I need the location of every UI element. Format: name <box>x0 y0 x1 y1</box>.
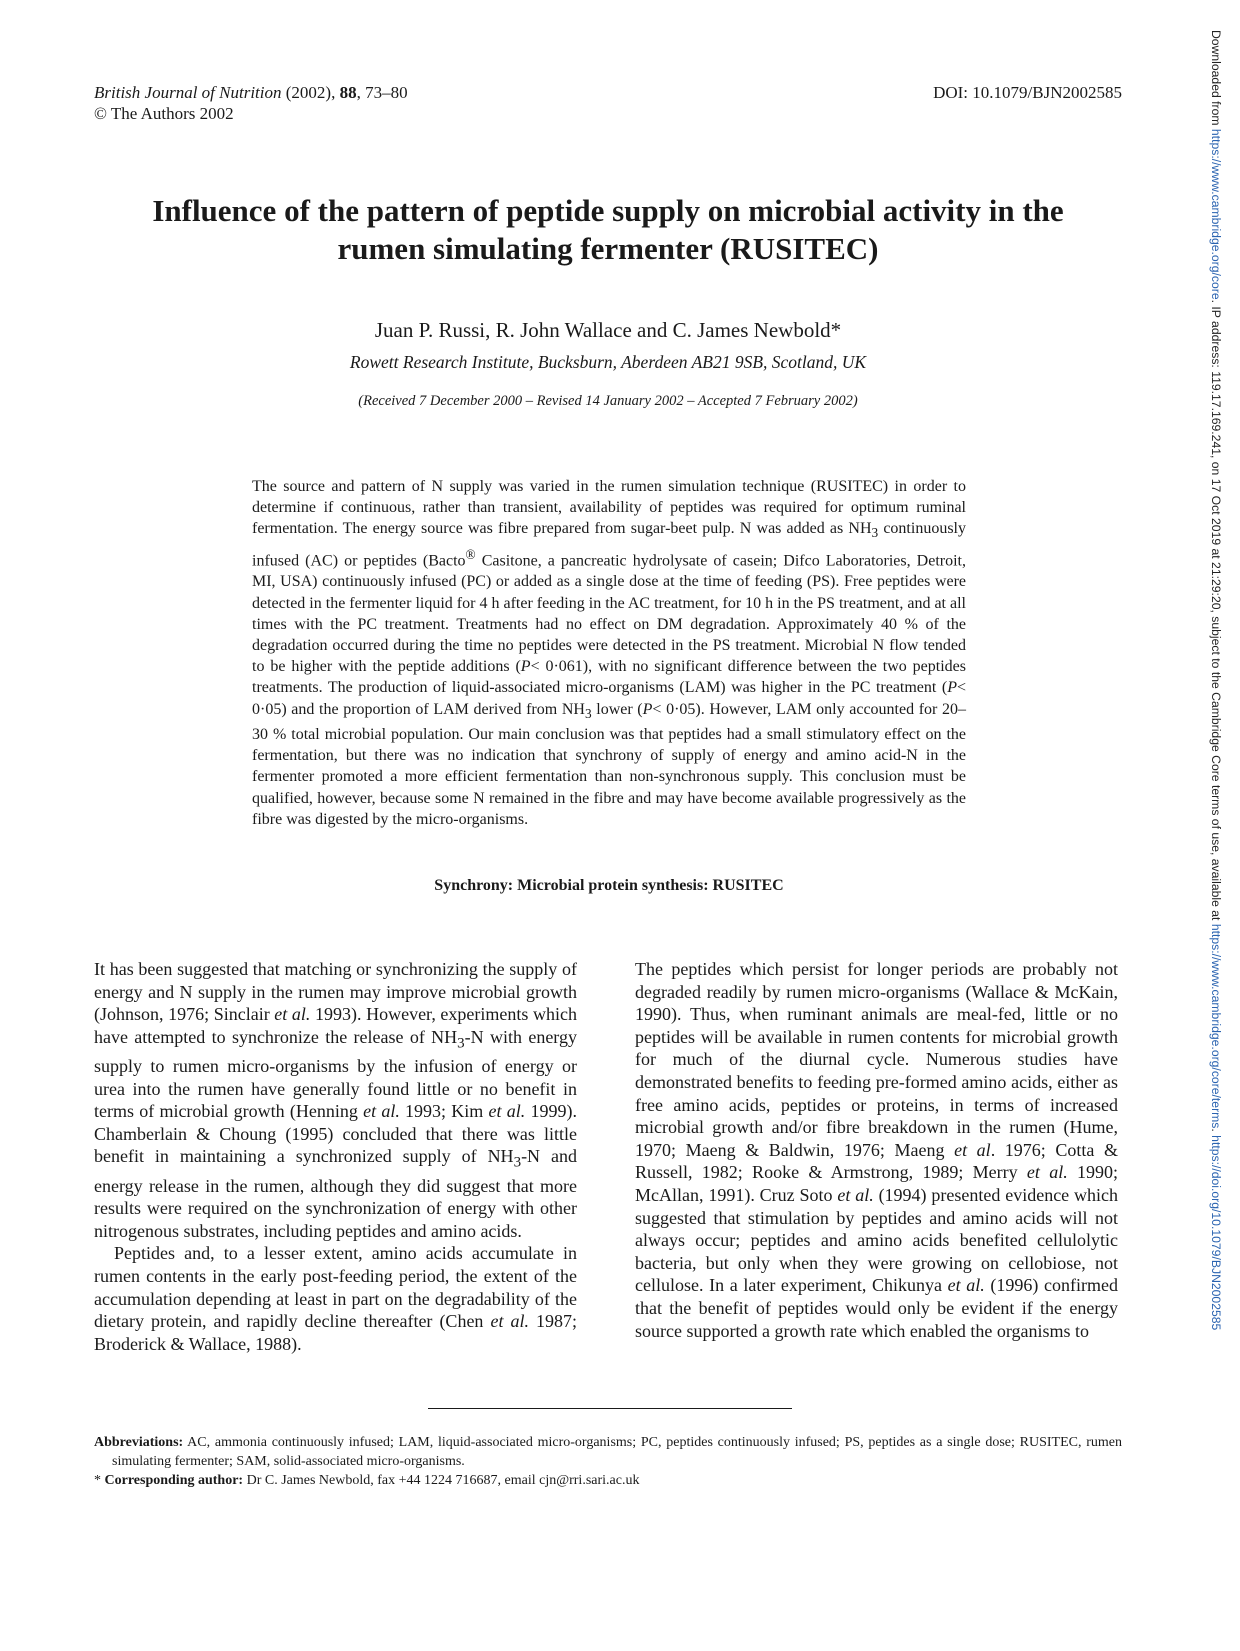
body-text: (1994) presented evidence which suggested that stimulation by peptides and amino acids will not always occur; peptides and amino acids benefited cellulolytic bacteria, but only when they were growing on cellobiose, not cellulose. In a later experiment, Chikunya <box>635 1184 1119 1296</box>
et-al: et al. <box>947 1275 985 1296</box>
body-text: (1996) confirmed that the benefit of peptides would only be evident if the energy source supported a growth rate which enabled the organisms to <box>635 1275 1118 1341</box>
subscript: 3 <box>457 1035 465 1052</box>
abstract-paragraph <box>252 476 966 830</box>
registered-mark: ® <box>465 546 476 562</box>
body-text: -N and energy release in the rumen, although they did suggest that more results were required on the synchronization of energy with other nitrogenous substrates, including peptides and amino acids. <box>94 1146 577 1241</box>
et-al: et al. <box>274 1004 311 1025</box>
watermark-text: Downloaded from <box>1209 30 1223 129</box>
body-text: Peptides and, to a lesser extent, amino acids accumulate in rumen contents in the early post-feeding period, the extent of the accumulation depending at least in part on the degradability of the dietary protein, and rapidly decline thereafter (Chen <box>94 1243 577 1332</box>
subscript: 3 <box>584 705 592 721</box>
journal-citation <box>94 82 408 124</box>
doi-link[interactable]: https://doi.org/10.1079/BJN2002585 <box>1209 1135 1223 1331</box>
abstract-text: < 0·061), with no significant difference between the two peptides treatments. The production of liquid-associated micro-organisms (LAM) was higher in the PC treatment ( <box>252 658 967 697</box>
citation-line <box>94 82 408 103</box>
abbreviations-note <box>94 1433 1122 1471</box>
abstract-text: < 0·05). However, LAM only accounted for 20–30 % total microbial population. Our main conclusion was that peptides had a small stimulatory effect on the fermentation, but there was no indication that synchrony of supply of energy and amino acid-N in the fermenter promoted a more efficient fermentation than non-synchronous supply. This conclusion must be qualified, however, because some N remained in the fibre and may have become available progressively as the fibre was digested by the micro-organisms. <box>252 700 967 828</box>
download-watermark <box>1206 30 1226 1430</box>
et-al: et al. <box>488 1101 526 1122</box>
abstract-text: lower ( <box>591 700 643 718</box>
abstract-text: < 0·05) and the proportion of LAM derived from <box>252 679 966 718</box>
keywords: Synchrony: Microbial protein synthesis: RUSITEC <box>434 877 784 894</box>
p-value-symbol: P <box>947 679 957 697</box>
body-text: It has been suggested that matching or synchronizing the supply of energy and N supply in the rumen may improve microbial growth (Johnson, 1976; Sinclair <box>94 959 577 1025</box>
body-text: NH <box>487 1146 514 1167</box>
abstract-text: Casitone, a pancreatic hydrolysate of casein; Difco Laboratories, Detroit, MI, USA) continuously infused (PC) or added as a single dose at the time of feeding (PS). Free peptides were detected in the fermenter liquid for 4 h after feeding in the AC treatment, for 10 h in the PS treatment, and at all times with the PC treatment. Treatments had no effect on DM degradation. Approximately 40 % of the degradation occurred during the time no peptides were detected in the PS treatment. Microbial N flow tended to be higher with the peptide additions ( <box>252 552 966 676</box>
body-text: 1993). However, experiments which have attempted to synchronize the release of <box>94 1004 577 1047</box>
body-text: The peptides which persist for longer periods are probably not degraded readily by rumen micro-organisms (Wallace & McKain, 1990). Thus, when ruminant animals are meal-fed, little or no peptides will be available in rumen contents for microbial growth for much of the diurnal cycle. Numerous studies have demonstrated benefits to feeding pre-formed amino acids, either as free amino acids, peptides or proteins, in terms of increased microbial growth and/or fibre breakdown in the rumen (Hume, 1970; Maeng & Baldwin, 1976; Maeng <box>635 959 1118 1160</box>
body-text: . 1976; Cotta & Russell, 1982; Rooke & Armstrong, 1989; Merry <box>635 1139 1119 1183</box>
cambridge-core-link[interactable]: https://www.cambridge.org/core <box>1209 128 1223 300</box>
download-watermark-text <box>1206 30 1226 1430</box>
p-value-symbol: P <box>520 658 531 676</box>
corresponding-author-note <box>94 1471 1122 1490</box>
affiliation: Rowett Research Institute, Bucksburn, Aberdeen AB21 9SB, Scotland, UK <box>349 352 867 372</box>
journal-name: British Journal of Nutrition <box>94 83 282 102</box>
corresponding-author-label: Corresponding author: <box>104 1473 244 1488</box>
journal-year: (2002), <box>281 83 340 102</box>
abstract-text: The source and pattern of N supply was varied in the rumen simulation technique (RUSITEC) in order to determine if continuous, rather than transient, availability of peptides was required for optimum ruminal fermentation. The energy source was fibre prepared from sugar-beet pulp. N was added as <box>252 478 966 538</box>
body-text: -N with energy supply to rumen micro-organisms by the infusion of energy or urea into the rumen have generally found little or no benefit in terms of microbial growth (Henning <box>94 1026 577 1122</box>
et-al: et al. <box>363 1101 400 1122</box>
body-paragraph <box>635 958 1118 1342</box>
subscript: 3 <box>871 525 879 541</box>
abstract <box>252 476 966 830</box>
body-text: NH <box>431 1026 458 1047</box>
et-al: et al. <box>490 1311 529 1332</box>
body-column-left <box>94 958 577 1355</box>
p-value-symbol: P <box>642 700 653 718</box>
journal-volume: 88 <box>339 83 357 102</box>
received-dates: (Received 7 December 2000 – Revised 14 January 2002 – Accepted 7 February 2002) <box>358 393 858 409</box>
body-paragraph <box>94 958 577 1242</box>
subscript: 3 <box>513 1154 522 1171</box>
abstract-text: continuously infused (AC) or peptides (Bacto <box>252 520 966 570</box>
article-title <box>94 192 1122 268</box>
body-text: 1987; Broderick & Wallace, 1988). <box>94 1311 577 1354</box>
abstract-text: NH <box>561 700 585 718</box>
doi: DOI: 10.1079/BJN2002585 <box>933 83 1122 102</box>
journal-pages: , 73–80 <box>356 83 408 102</box>
body-text: 1990; McAllan, 1991). Cruz Soto <box>635 1162 1118 1205</box>
corresponding-author-text: Dr C. James Newbold, fax +44 1224 716687, email cjn@rri.sari.ac.uk <box>243 1473 640 1488</box>
et-al: et al <box>954 1139 991 1160</box>
et-al: et al. <box>837 1184 874 1205</box>
abbreviations-text: AC, ammonia continuously infused; LAM, liquid-associated micro-organisms; PC, peptides continuously infused; PS, peptides as a single dose; RUSITEC, rumen simulating fermenter; SAM, solid-associated micro-organisms. <box>112 1435 1122 1469</box>
et-al: et al. <box>1026 1162 1068 1183</box>
terms-link[interactable]: https://www.cambridge.org/core/terms <box>1209 923 1223 1129</box>
body-text: 1999). Chamberlain & Choung (1995) concluded that there was little benefit in maintaining a synchronized supply of <box>94 1101 577 1167</box>
body-text: 1993; Kim <box>399 1101 489 1122</box>
watermark-text: . <box>1209 1128 1223 1136</box>
title-line-1: Influence of the pattern of peptide supply on microbial activity in the <box>152 193 1064 228</box>
copyright-line: © The Authors 2002 <box>94 104 234 123</box>
asterisk: * <box>94 1473 105 1488</box>
body-column-right <box>635 958 1118 1342</box>
footnote-divider <box>428 1408 792 1409</box>
abbreviations-label: Abbreviations: <box>94 1435 184 1450</box>
title-line-2: rumen simulating fermenter (RUSITEC) <box>337 231 879 266</box>
watermark-text: . IP address: 119.17.169.241, on 17 Oct 2019 at 21:29:20, subject to the Cambridge Core terms of use, available at <box>1209 299 1223 924</box>
footnotes <box>94 1433 1122 1490</box>
authors: Juan P. Russi, R. John Wallace and C. James Newbold* <box>374 318 842 342</box>
abstract-text: NH <box>848 520 872 538</box>
body-paragraph <box>94 1242 577 1355</box>
